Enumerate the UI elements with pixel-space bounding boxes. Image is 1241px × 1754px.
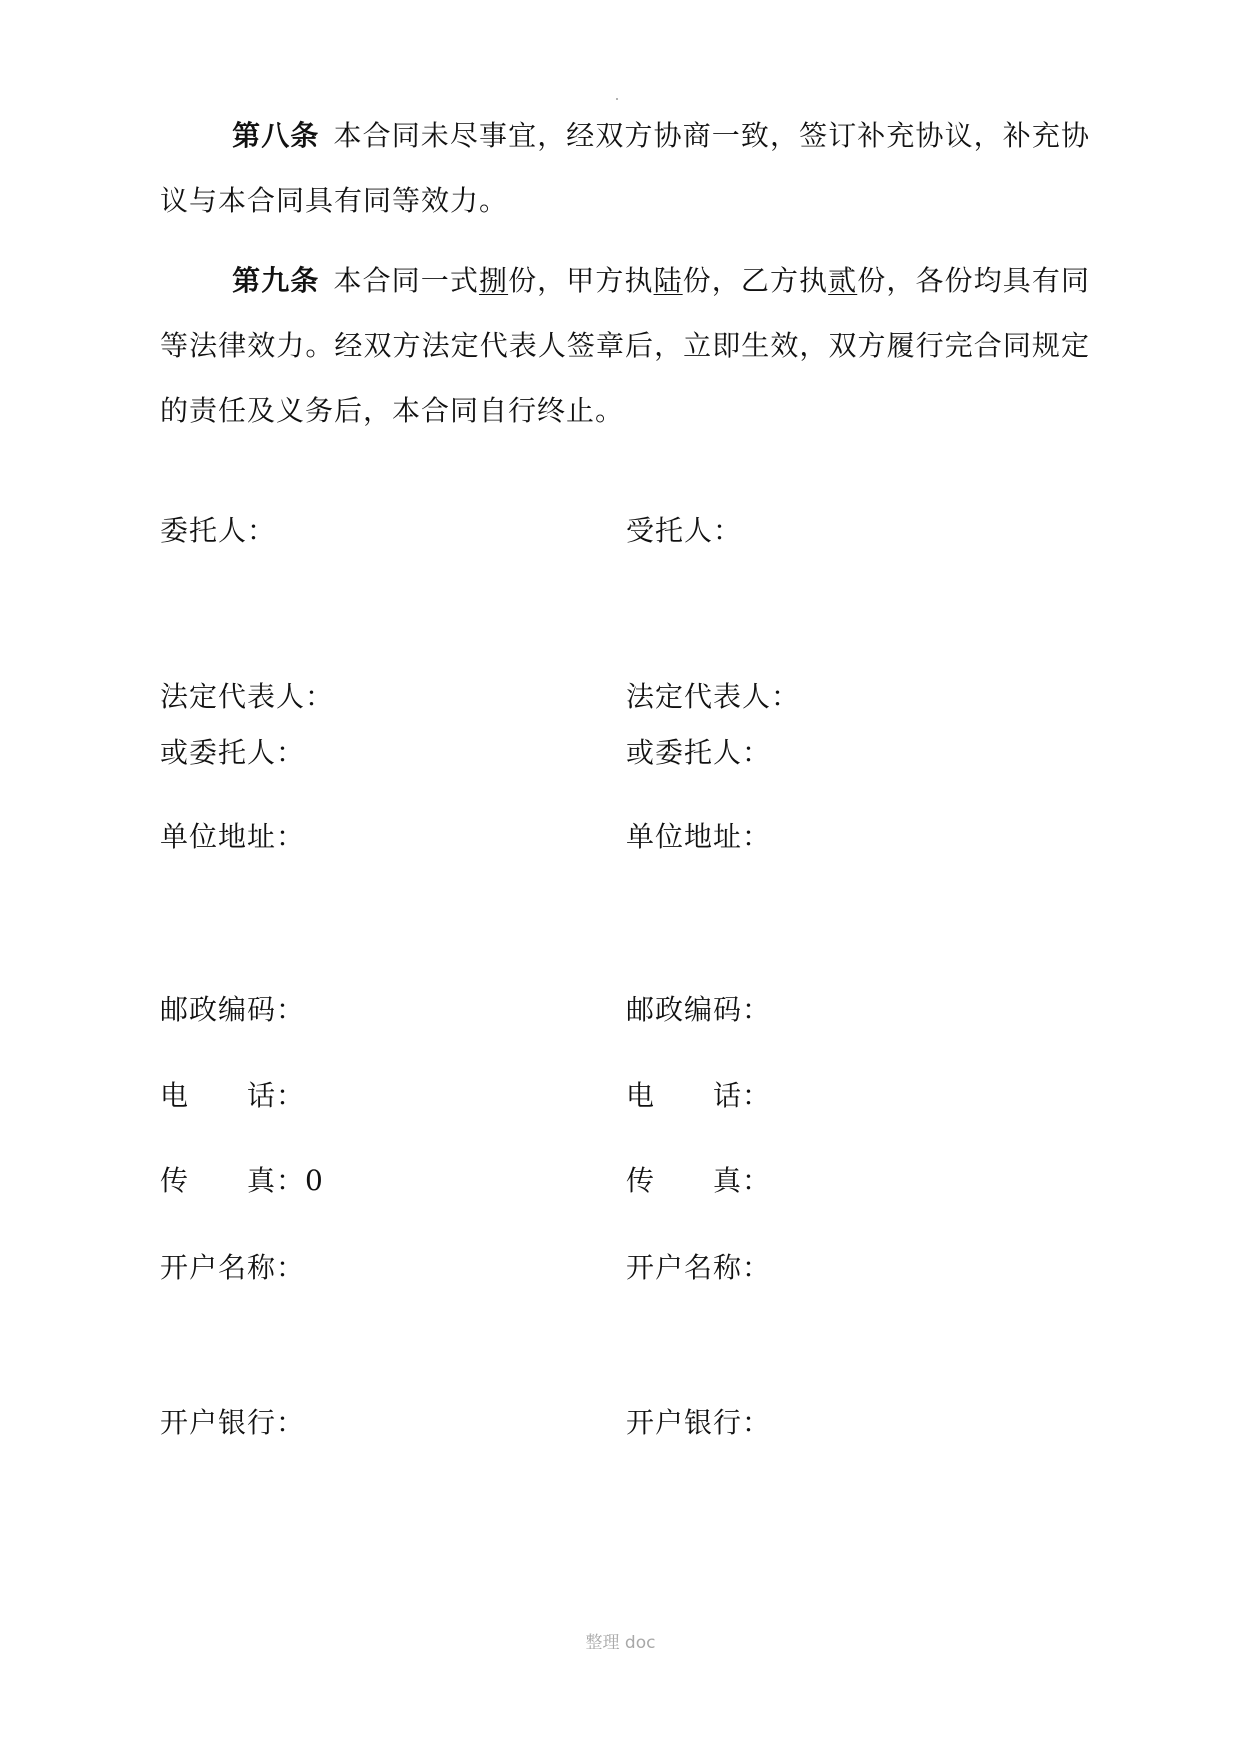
- left-postcode-label: 邮政编码：: [160, 993, 306, 1026]
- right-legal-rep-label: 法定代表人：: [626, 680, 801, 713]
- copies-total: 捌: [478, 264, 509, 297]
- left-party-label: 委托人：: [160, 514, 277, 547]
- left-agent-label: 或委托人：: [160, 736, 306, 769]
- header-dot: [616, 98, 618, 100]
- right-party-label: 受托人：: [626, 514, 743, 547]
- right-agent-label: 或委托人：: [626, 736, 772, 769]
- copies-party-a: 陆: [653, 264, 683, 297]
- copies-party-b: 贰: [828, 264, 858, 297]
- article-9-text-part1: 本合同一式: [333, 264, 479, 297]
- article-8-text: 本合同未尽事宜，经双方协商一致，签订补充协议，补充协议与本合同具有同等效力。: [160, 119, 1090, 217]
- left-legal-rep-label: 法定代表人：: [160, 680, 335, 713]
- article-9-text-part4: 份，各份均具有同等法律效力。经双方法定代表人签章后，立即生效，双方履行完合同规定的责任及义务后，本合同自行终止。: [160, 264, 1090, 427]
- article-8-number: 第八条: [232, 119, 320, 152]
- right-bank-label: 开户银行：: [626, 1406, 772, 1439]
- left-bank-label: 开户银行：: [160, 1406, 306, 1439]
- right-fax-label: 传 真：: [626, 1164, 772, 1197]
- right-address-label: 单位地址：: [626, 820, 772, 853]
- article-9-text-part3: 份，乙方执: [682, 264, 829, 297]
- right-phone-label: 电 话：: [626, 1079, 772, 1112]
- left-address-label: 单位地址：: [160, 820, 306, 853]
- article-9: [160, 248, 1090, 443]
- right-account-name-label: 开户名称：: [626, 1251, 772, 1284]
- left-phone-label: 电 话：: [160, 1079, 306, 1112]
- article-8: [160, 103, 1090, 233]
- right-postcode-label: 邮政编码：: [626, 993, 772, 1026]
- article-9-number: 第九条: [232, 264, 320, 297]
- page-footer: 整理 doc: [585, 1633, 656, 1653]
- article-9-text-part2: 份，甲方执: [508, 264, 654, 297]
- left-fax-label: 传 真：0: [160, 1164, 324, 1197]
- left-account-name-label: 开户名称：: [160, 1251, 306, 1284]
